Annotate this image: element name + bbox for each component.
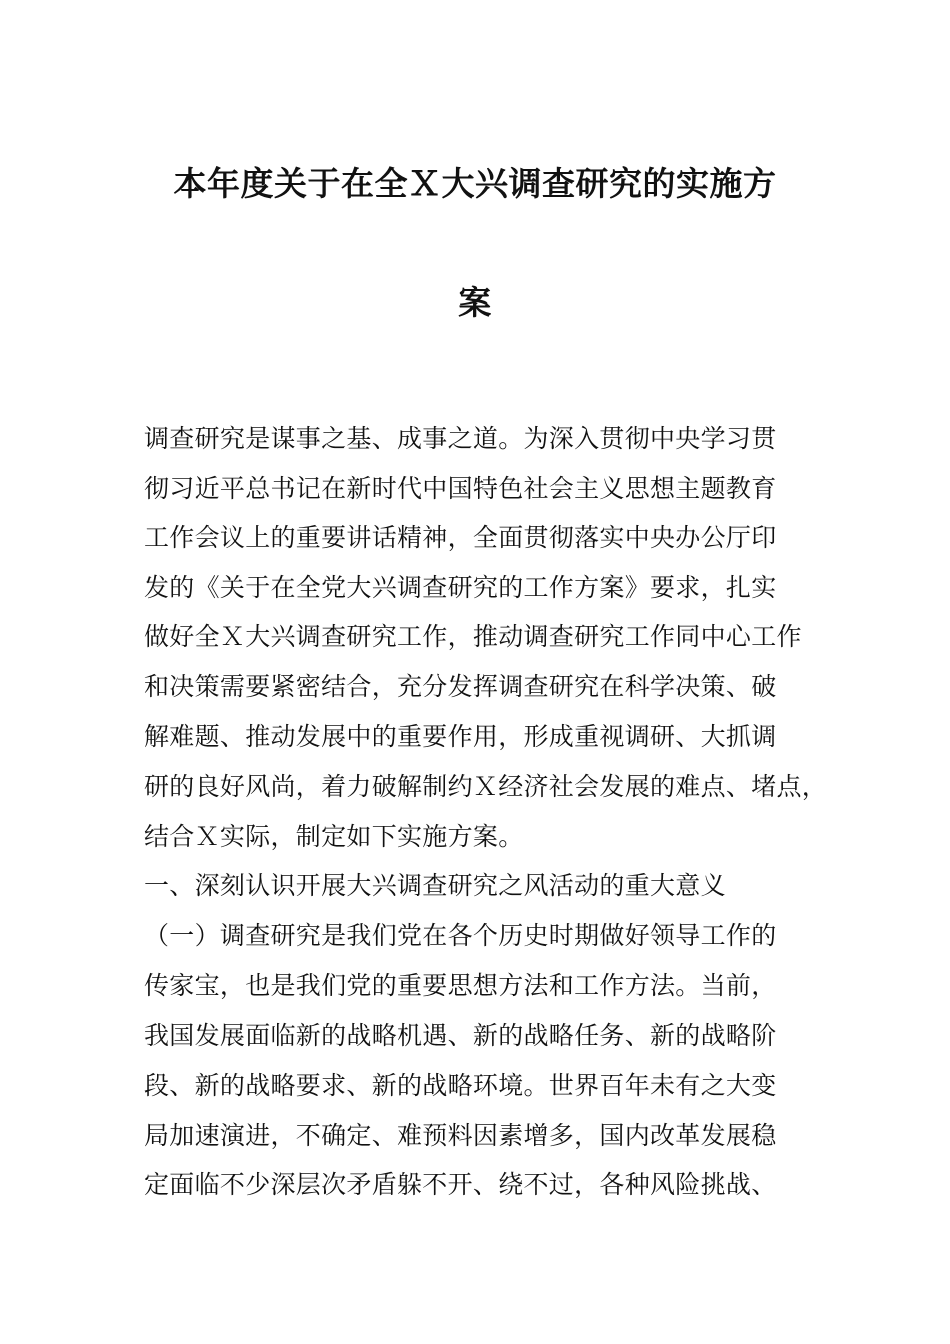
body-line: 调查研究是谋事之基、成事之道。为深入贯彻中央学习贯 bbox=[144, 424, 777, 453]
body-line: 局加速演进，不确定、难预料因素增多，国内改革发展稳 bbox=[144, 1121, 777, 1150]
body-line: 定面临不少深层次矛盾躲不开、绕不过，各种风险挑战、 bbox=[144, 1170, 777, 1199]
document-title-line-1: 本年度关于在全Ｘ大兴调查研究的实施方 bbox=[173, 164, 777, 203]
body-line: 和决策需要紧密结合，充分发挥调查研究在科学决策、破 bbox=[144, 672, 777, 701]
body-line: 我国发展面临新的战略机遇、新的战略任务、新的战略阶 bbox=[144, 1021, 777, 1050]
section-heading: 一、深刻认识开展大兴调查研究之风活动的重大意义 bbox=[144, 871, 726, 900]
body-line: 结合Ｘ实际，制定如下实施方案。 bbox=[144, 822, 524, 851]
body-line: 段、新的战略要求、新的战略环境。世界百年未有之大变 bbox=[144, 1071, 777, 1100]
body-line: 彻习近平总书记在新时代中国特色社会主义思想主题教育 bbox=[144, 474, 777, 503]
body-line: 研的良好风尚，着力破解制约Ｘ经济社会发展的难点、堵点， bbox=[144, 772, 828, 801]
body-line: 传家宝，也是我们党的重要思想方法和工作方法。当前， bbox=[144, 971, 777, 1000]
body-line: 做好全Ｘ大兴调查研究工作，推动调查研究工作同中心工作 bbox=[144, 622, 802, 651]
body-line: 发的《关于在全党大兴调查研究的工作方案》要求，扎实 bbox=[144, 573, 777, 602]
body-line: 工作会议上的重要讲话精神，全面贯彻落实中央办公厅印 bbox=[144, 523, 777, 552]
body-line: （一）调查研究是我们党在各个历史时期做好领导工作的 bbox=[144, 921, 777, 950]
document-title-line-2: 案 bbox=[458, 283, 492, 322]
body-line: 解难题、推动发展中的重要作用，形成重视调研、大抓调 bbox=[144, 722, 777, 751]
